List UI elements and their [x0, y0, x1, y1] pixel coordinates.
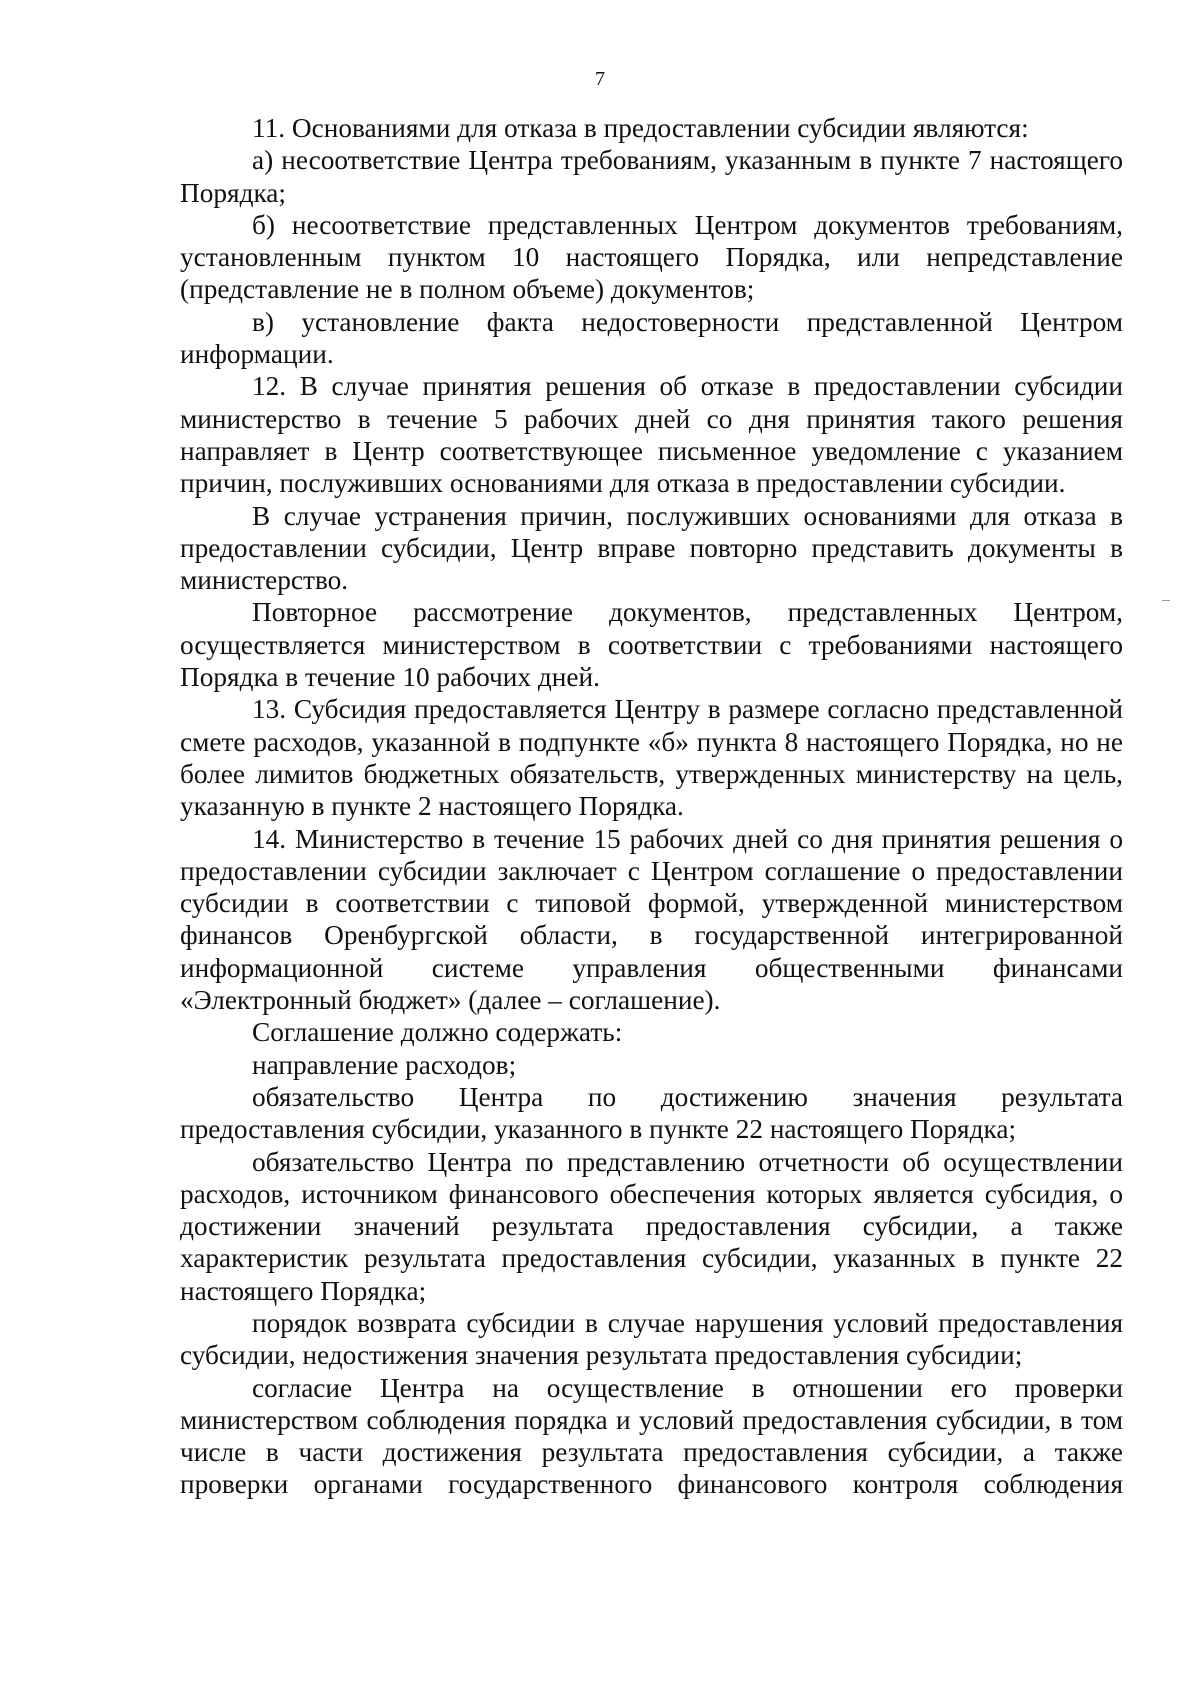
agreement-item-expenses: направление расходов;	[252, 1049, 517, 1080]
paragraph-11-heading: 11. Основаниями для отказа в предоставлении субсидии являются:	[252, 113, 1029, 143]
paragraph-13: 13. Субсидия предоставляется Центру в размере согласно представленной смете расходов, указанной в подпункте «б» пункта 8 настоящего Порядка, но не более лимитов бюджетных обязательств, утвержденных министерству на цель, указанную в пункте 2 настоящего Порядка.	[180, 694, 1123, 822]
paragraph-12: 12. В случае принятия решения об отказе в предоставлении субсидии министерство в течение 5 рабочих дней со дня принятия такого решения направляет в Центр соответствующее письменное уведомление с указанием причин, послуживших основаниями для отказа в предоставлении субсидии.	[180, 371, 1123, 499]
agreement-contents-intro: Соглашение должно содержать:	[252, 1017, 623, 1048]
page-number: 7	[595, 68, 605, 90]
agreement-item-inspection-consent: согласие Центра на осуществление в отношении его проверки министерством соблюдения порядка и условий предоставления субсидии, в том числе в части достижения результата предоставления субсидии, а также проверки органами государственного финансового контроля соблюдения	[180, 1372, 1123, 1500]
paragraph-11-item-a: а) несоответствие Центра требованиям, указанным в пункте 7 настоящего Порядка;	[180, 145, 1123, 208]
paragraph-11-item-b: б) несоответствие представленных Центром документов требованиям, установленным пунктом 10 настоящего Порядка, или непредставление (представление не в полном объеме) документов;	[180, 209, 1123, 305]
agreement-item-result-obligation: обязательство Центра по достижению значения результата предоставления субсидии, указанного в пункте 22 настоящего Порядка;	[180, 1081, 1123, 1145]
paragraph-12-review: Повторное рассмотрение документов, представленных Центром, осуществляется министерством в соответствии с требованиями настоящего Порядка в течение 10 рабочих дней.	[180, 597, 1123, 693]
agreement-item-refund-procedure: порядок возврата субсидии в случае нарушения условий предоставления субсидии, недостижения значения результата предоставления субсидии;	[180, 1307, 1123, 1371]
paragraph-11-item-v: в) установление факта недостоверности представленной Центром информации.	[180, 306, 1123, 370]
paragraph-12-resubmission: В случае устранения причин, послуживших основаниями для отказа в предоставлении субсидии, Центр вправе повторно представить документы в министерство.	[180, 500, 1123, 596]
paragraph-14: 14. Министерство в течение 15 рабочих дней со дня принятия решения о предоставлении субсидии заключает с Центром соглашение о предоставлении субсидии в соответствии с типовой формой, утвержденной министерством финансов Оренбургской области, в государственной интегрированной информационной системе управления общественными финансами «Электронный бюджет» (далее – соглашение).	[180, 823, 1123, 1016]
scan-margin-mark	[1162, 600, 1170, 601]
agreement-item-reporting-obligation: обязательство Центра по представлению отчетности об осуществлении расходов, источником финансового обеспечения которых является субсидия, о достижении значений результата предоставления субсидии, а также характеристик результата предоставления субсидии, указанных в пункте 22 настоящего Порядка;	[180, 1146, 1123, 1306]
document-body	[180, 112, 1123, 1501]
